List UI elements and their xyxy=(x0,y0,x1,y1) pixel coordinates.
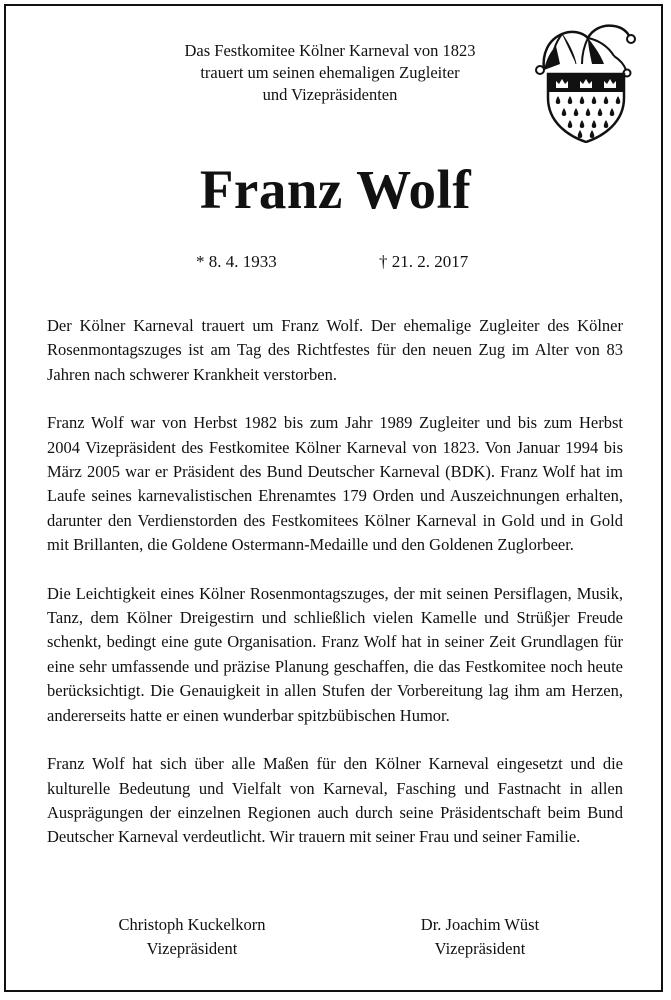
header-line-3: und Vizepräsidenten xyxy=(262,85,398,104)
paragraph-4: Franz Wolf hat sich über alle Maßen für den Kölner Karneval eingesetzt und die kulturelle Bedeutung und Vielfalt von Karneval, Fasching und Fastnacht in allen Ausprägungen der einzelnen Regionen auch durch seine Präsidentschaft beim Bund Deutscher Karneval verdeutlicht. Wir trauern mit seiner Frau und seiner Familie. xyxy=(47,754,623,847)
signature-left xyxy=(82,913,302,961)
death-date: † 21. 2. 2017 xyxy=(379,252,469,271)
paragraph-2: Franz Wolf war von Herbst 1982 bis zum Jahr 1989 Zugleiter und bis zum Herbst 2004 Vizepräsident des Festkomitee Kölner Karneval von 1823. Von Januar 1994 bis März 2005 war er Präsident des Bund Deutscher Karneval (BDK). Franz Wolf hat im Laufe seines karnevalistischen Ehrenamtes 179 Orden und Auszeichnungen erhalten, darunter den Verdienstorden des Festkomitees Kölner Karneval in Gold und in Gold mit Brillanten, die Goldene Ostermann-Medaille und den Goldenen Zuglorbeer. xyxy=(47,413,623,555)
deceased-name: Franz Wolf xyxy=(199,159,472,220)
signature-name: Christoph Kuckelkorn xyxy=(118,915,266,934)
paragraph-3: Die Leichtigkeit eines Kölner Rosenmontagszuges, der mit seinen Persiflagen, Musik, Tanz, dem Kölner Dreigestirn und schließlich vielen Kamelle und Strüßjer Freude schenkt, bedingt eine gute Organisation. Franz Wolf hat in seiner Zeit Grundlagen für eine sehr umfassende und präzise Planung geschaffen, die das Festkomitee noch heute berücksichtigt. Die Genauigkeit in allen Stufen der Vorbereitung lag ihm am Herzen, andererseits hatte er einen wunderbar spitzbübischen Humor. xyxy=(47,583,623,725)
signature-name: Dr. Joachim Wüst xyxy=(420,915,540,934)
signature-title: Vizepräsident xyxy=(434,939,526,958)
signature-right xyxy=(370,913,590,961)
jester-cap-crest-icon xyxy=(532,18,636,143)
header-text xyxy=(130,40,530,106)
header-line-1: Das Festkomitee Kölner Karneval von 1823 xyxy=(184,41,476,60)
obituary-text xyxy=(47,314,623,874)
birth-date: * 8. 4. 1933 xyxy=(196,252,277,271)
paragraph-1: Der Kölner Karneval trauert um Franz Wolf. Der ehemalige Zugleiter des Kölner Rosenmontagszuges ist am Tag des Richtfestes für den neuen Zug im Alter von 83 Jahren nach schwerer Krankheit verstorben. xyxy=(47,316,623,384)
signature-title: Vizepräsident xyxy=(146,939,238,958)
header-line-2: trauert um seinen ehemaligen Zugleiter xyxy=(200,63,460,82)
